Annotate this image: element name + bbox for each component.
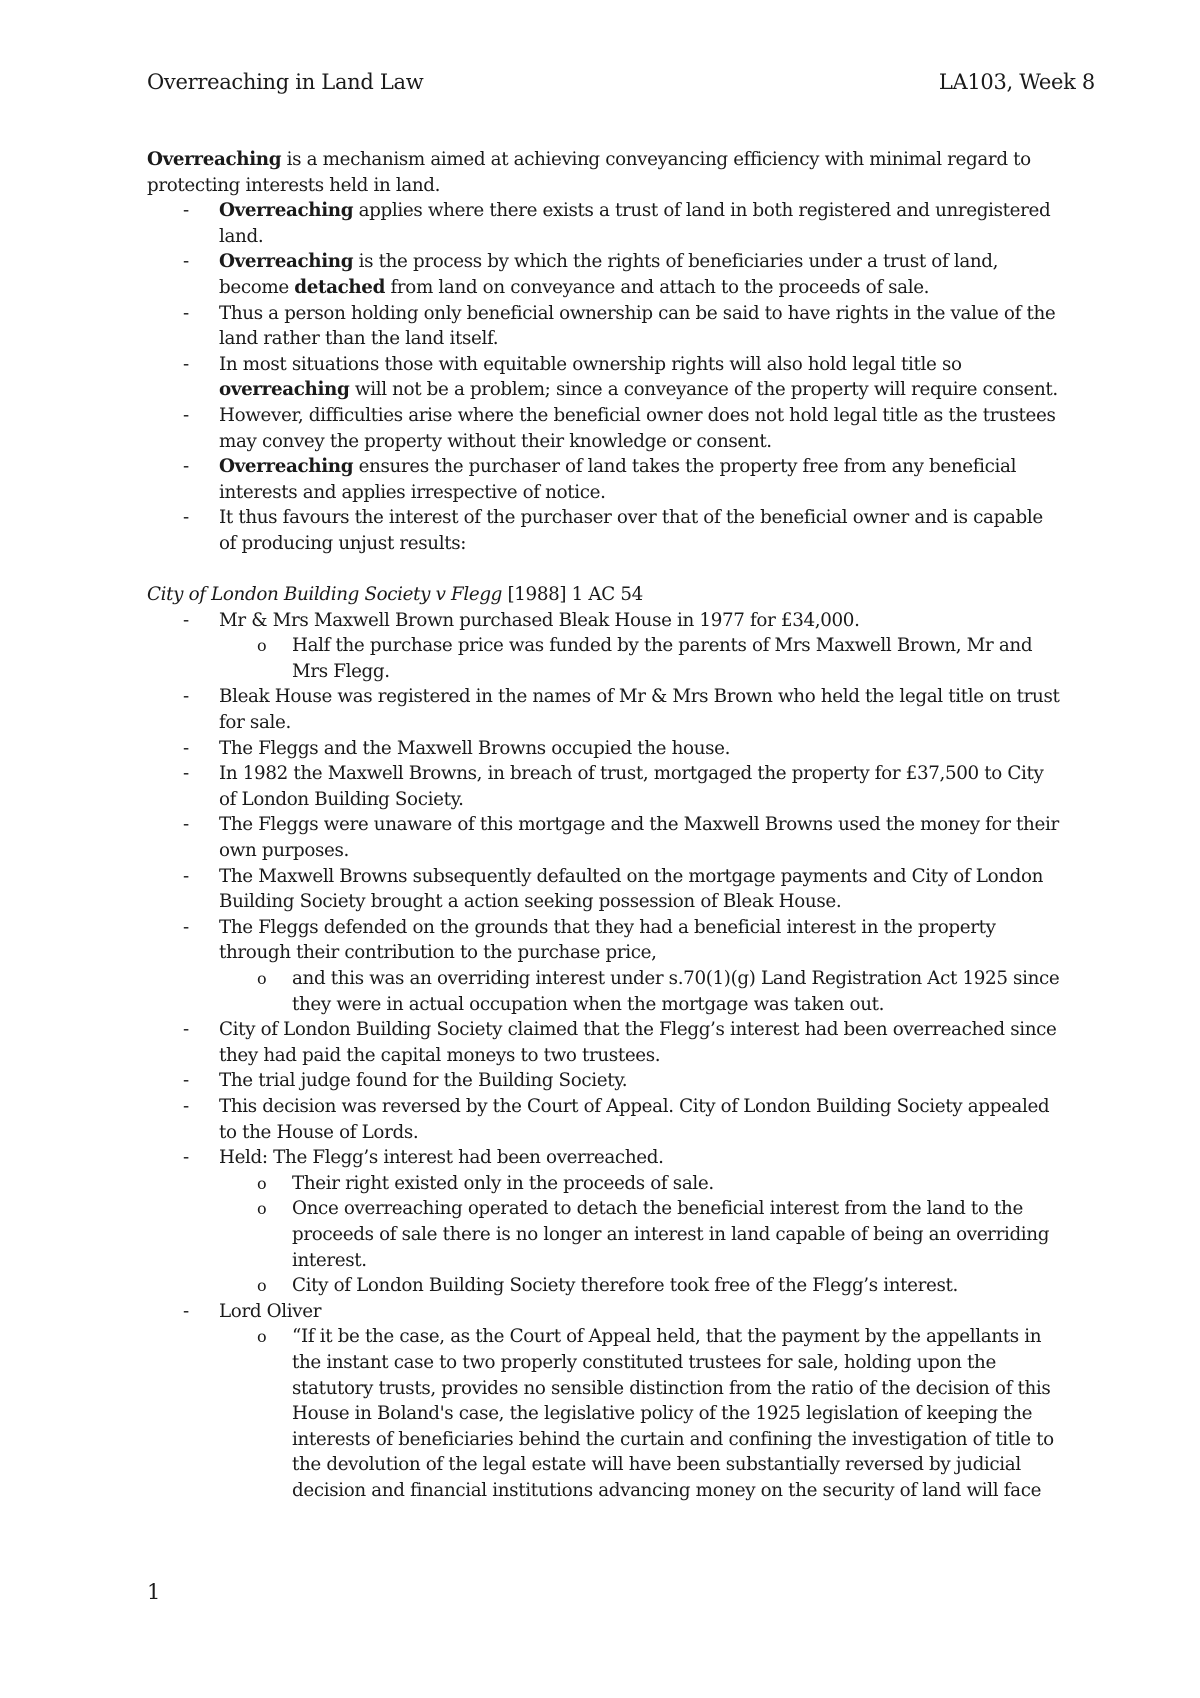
sub-list-item: o City of London Building Society therefore took free of the Flegg’s interest. — [147, 1273, 1065, 1299]
list-item: - The Fleggs and the Maxwell Browns occupied the house. — [147, 736, 1065, 762]
case-facts-list — [147, 608, 1065, 1504]
item-text: will not be a problem; since a conveyance of the property will require consent. — [349, 379, 1058, 401]
list-item: - Thus a person holding only beneficial ownership can be said to have rights in the value of the land rather than the land itself. — [147, 301, 1065, 352]
list-item — [147, 352, 1065, 403]
list-item: - The Fleggs were unaware of this mortgage and the Maxwell Browns used the money for their own purposes. — [147, 812, 1065, 863]
item-text: Mr & Mrs Maxwell Brown purchased Bleak House in 1977 for £34,000. — [219, 609, 860, 631]
list-item: - However, difficulties arise where the beneficial owner does not hold legal title as the trustees may convey the property without their knowledge or consent. — [147, 403, 1065, 454]
list-item — [147, 454, 1065, 505]
case-citation: [1988] 1 AC 54 — [502, 584, 643, 606]
item-text: ensures the purchaser of land takes the property free from any beneficial interests and applies irrespective of notice. — [219, 456, 1017, 503]
intro-paragraph — [147, 147, 1065, 198]
list-item — [147, 608, 1065, 685]
list-item: - The trial judge found for the Building Society. — [147, 1068, 1065, 1094]
intro-term: Overreaching — [147, 149, 282, 170]
case-name: City of London Building Society v Flegg — [147, 584, 503, 606]
sub-list — [219, 633, 1065, 684]
list-item — [147, 1145, 1065, 1299]
document-body — [147, 147, 1065, 1503]
bold-term: Overreaching — [219, 200, 354, 222]
list-item — [147, 198, 1065, 249]
sub-list-item: o Once overreaching operated to detach the beneficial interest from the land to the proceeds of sale there is no longer an interest in land capable of being an overriding interest. — [147, 1196, 1065, 1273]
case-heading — [147, 582, 1065, 608]
list-item: - Bleak House was registered in the names of Mr & Mrs Brown who held the legal title on trust for sale. — [147, 684, 1065, 735]
sub-list — [219, 966, 1065, 1017]
item-text: Held: The Flegg’s interest had been overreached. — [219, 1147, 664, 1169]
sub-list-item: o and this was an overriding interest under s.70(1)(g) Land Registration Act 1925 since they were in actual occupation when the mortgage was taken out. — [147, 966, 1065, 1017]
header-course: LA103, Week 8 — [938, 70, 1095, 94]
item-text: from land on conveyance and attach to the proceeds of sale. — [385, 276, 930, 298]
item-text: In most situations those with equitable ownership rights will also hold legal title so — [219, 353, 962, 375]
item-text: applies where there exists a trust of land in both registered and unregistered land. — [219, 200, 1051, 247]
quote-item: o “If it be the case, as the Court of Appeal held, that the payment by the appellants in the instant case to two properly constituted trustees for sale, holding upon the statutory trusts, provides no sensible distinction from the ratio of the decision of this House in Boland's case, the legislative policy of the 1925 legislation of keeping the interests of beneficiaries behind the curtain and confining the investigation of title to the devolution of the legal estate will have been substantially reversed by judicial decision and financial institutions advancing money on the security of land will face — [147, 1324, 1065, 1503]
page-header — [147, 70, 1095, 94]
bold-term: Overreaching — [219, 251, 354, 273]
bold-term: detached — [294, 276, 386, 298]
item-text: Lord Oliver — [219, 1300, 322, 1322]
list-item: - In 1982 the Maxwell Browns, in breach of trust, mortgaged the property for £37,500 to City of London Building Society. — [147, 761, 1065, 812]
sub-list — [219, 1324, 1065, 1503]
list-item: - City of London Building Society claimed that the Flegg’s interest had been overreached since they had paid the capital moneys to two trustees. — [147, 1017, 1065, 1068]
bold-term: overreaching — [219, 379, 350, 401]
sub-list — [219, 1171, 1065, 1299]
list-item: - This decision was reversed by the Court of Appeal. City of London Building Society appealed to the House of Lords. — [147, 1094, 1065, 1145]
item-text: The Fleggs defended on the grounds that they had a beneficial interest in the property through their contribution to the purchase price, — [219, 916, 996, 964]
sub-list-item: o Half the purchase price was funded by the parents of Mrs Maxwell Brown, Mr and Mrs Flegg. — [147, 633, 1065, 684]
list-item: - The Maxwell Browns subsequently defaulted on the mortgage payments and City of London Building Society brought a action seeking possession of Bleak House. — [147, 864, 1065, 915]
intro-text: is a mechanism aimed at achieving conveyancing efficiency with minimal regard to protecting interests held in land. — [147, 149, 1031, 196]
item-text: is the process by which the rights of beneficiaries under a trust of land, become — [219, 251, 999, 298]
sub-list-item: o Their right existed only in the proceeds of sale. — [147, 1171, 1065, 1197]
bold-term: Overreaching — [219, 456, 354, 478]
header-title: Overreaching in Land Law — [147, 70, 424, 94]
page-number: 1 — [147, 1580, 161, 1604]
list-item — [147, 915, 1065, 1017]
overreaching-points-list — [147, 198, 1065, 556]
list-item — [147, 249, 1065, 300]
list-item: - It thus favours the interest of the purchaser over that of the beneficial owner and is capable of producing unjust results: — [147, 505, 1065, 556]
list-item — [147, 1299, 1065, 1504]
